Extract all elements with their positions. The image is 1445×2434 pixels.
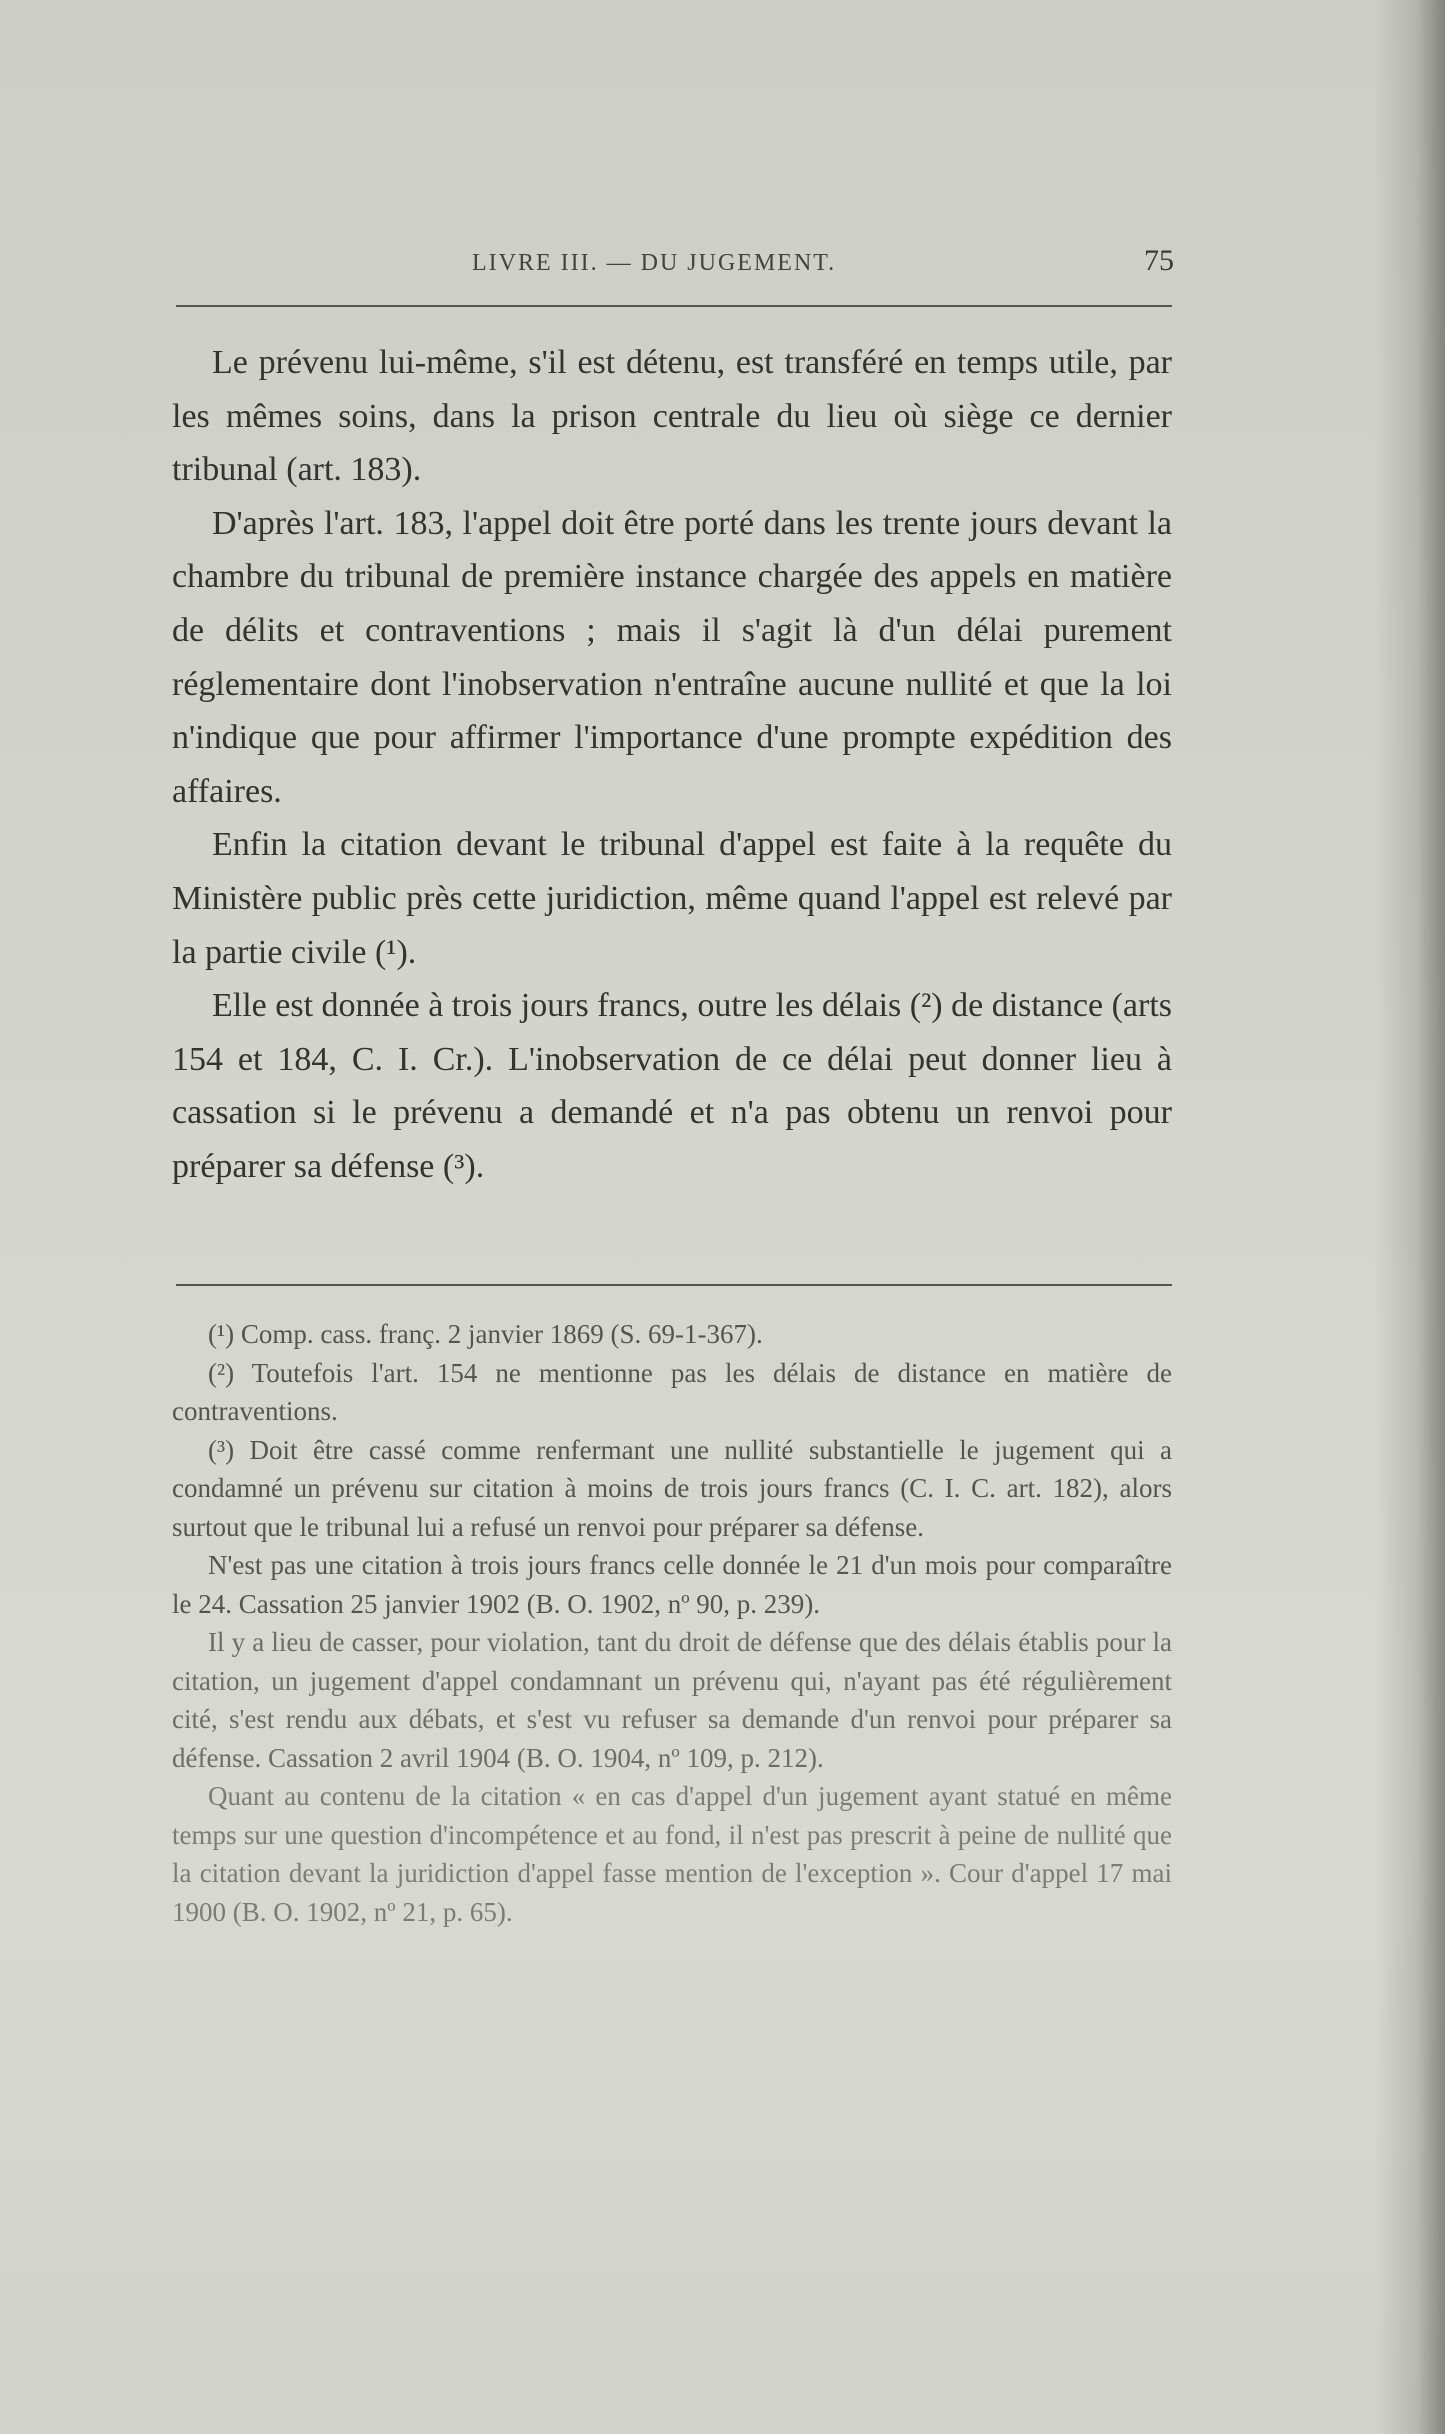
- footnote-rule: [176, 1284, 1172, 1286]
- footnotes: [172, 1315, 1172, 1931]
- body-text: [172, 336, 1172, 1194]
- paragraph: Le prévenu lui-même, s'il est détenu, est transféré en temps utile, par les mêmes soins, dans la prison centrale du lieu où siège ce dernier tribunal (art. 183).: [172, 344, 1172, 489]
- paragraph: D'après l'art. 183, l'appel doit être porté dans les trente jours devant la chambre du tribunal de première instance chargée des appels en matière de délits et contraventions ; mais il s'agit là d'un délai purement réglementaire dont l'inobservation n'entraîne aucune nullité et que la loi n'indique que pour affirmer l'importance d'une prompte expédition des affaires.: [172, 504, 1172, 810]
- footnote: (²) Toutefois l'art. 154 ne mentionne pas les délais de distance en matière de contraventions.: [172, 1357, 1172, 1426]
- header-rule: [176, 305, 1172, 307]
- footnote: (³) Doit être cassé comme renfermant une nullité substantielle le jugement qui a condamné un prévenu sur citation à moins de trois jours francs (C. I. C. art. 182), alors surtout que le tribunal lui a refusé un renvoi pour préparer sa défense.: [172, 1434, 1172, 1542]
- page-number: 75: [1144, 244, 1174, 277]
- running-title: LIVRE III. — DU JUGEMENT.: [472, 250, 837, 276]
- page-edge-shadow: [1375, 0, 1445, 2434]
- footnote: Il y a lieu de casser, pour violation, tant du droit de défense que des délais établis pour la citation, un jugement d'appel condamnant un prévenu qui, n'ayant pas été régulièrement cité, s'est rendu aux débats, et s'est vu refuser sa demande d'un renvoi pour préparer sa défense. Cassation 2 avril 1904 (B. O. 1904, nº 109, p. 212).: [172, 1627, 1172, 1773]
- paragraph: Enfin la citation devant le tribunal d'appel est faite à la requête du Ministère public près cette juridiction, même quand l'appel est relevé par la partie civile (¹).: [172, 826, 1172, 971]
- footnote: N'est pas une citation à trois jours francs celle donnée le 21 d'un mois pour comparaître le 24. Cassation 25 janvier 1902 (B. O. 1902, nº 90, p. 239).: [172, 1550, 1172, 1619]
- footnote: Quant au contenu de la citation « en cas d'appel d'un jugement ayant statué en même temps sur une question d'incompétence et au fond, il n'est pas prescrit à peine de nullité que la citation devant la juridiction d'appel fasse mention de l'exception ». Cour d'appel 17 mai 1900 (B. O. 1902, nº 21, p. 65).: [172, 1781, 1172, 1927]
- paragraph: Elle est donnée à trois jours francs, outre les délais (²) de distance (arts 154 et 184, C. I. Cr.). L'inobservation de ce délai peut donner lieu à cassation si le prévenu a demandé et n'a pas obtenu un renvoi pour préparer sa défense (³).: [172, 987, 1172, 1185]
- page-header: [172, 244, 1174, 288]
- footnote: (¹) Comp. cass. franç. 2 janvier 1869 (S. 69-1-367).: [208, 1319, 763, 1349]
